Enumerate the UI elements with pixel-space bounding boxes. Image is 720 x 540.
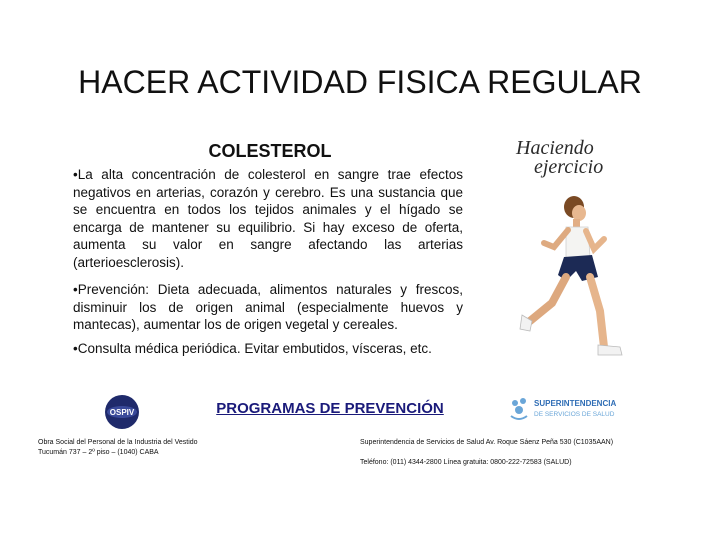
programs-title: PROGRAMAS DE PREVENCIÓN [216, 400, 444, 417]
slide-title: HACER ACTIVIDAD FISICA REGULAR [78, 64, 642, 100]
footer-left-line-2: Tucumán 737 – 2º piso – (1040) CABA [38, 449, 159, 456]
footer-superintendencia-address: Superintendencia de Servicios de Salud Av. Roque Sáenz Peña 530 (C1035AAN) [360, 439, 614, 446]
superintendencia-logo [508, 396, 688, 422]
superintendencia-logo-line-2: DE SERVICIOS DE SALUD [534, 411, 615, 418]
paragraph-cholesterol: •La alta concentración de colesterol en sangre trae efectos negativos en arterias, corazón y cerebro. Es una sustancia que se encuentra en todos los tejidos animales y el hígado se encarga de mantener su equilibrio. Si hay exceso de oferta, aumenta su valor en sangre afectando las arterias (arterioesclerosis). [73, 167, 463, 270]
section-title: COLESTEROL [208, 141, 332, 161]
illustration-caption [516, 139, 636, 177]
superintendencia-logo-line-1: SUPERINTENDENCIA [534, 399, 617, 408]
paragraph-medical-checkup: •Consulta médica periódica. Evitar embutidos, vísceras, etc. [73, 341, 432, 356]
ospiv-logo-text: OSPIV [109, 408, 135, 417]
footer-superintendencia-phone: Teléfono: (011) 4344-2800 Línea gratuita: 0800-222-72583 (SALUD) [360, 459, 572, 466]
caption-line-1: Haciendo [516, 137, 594, 159]
caption-line-2: ejercicio [534, 156, 604, 178]
footer-left-line-1: Obra Social del Personal de la Industria del Vestido [38, 439, 198, 446]
paragraph-prevention: •Prevención: Dieta adecuada, alimentos naturales y frescos, disminuir los de origen animal (especialmente huevos y mantecas), aumentar los de origen vegetal y cereales. [73, 282, 463, 332]
footer-ospiv-address [38, 438, 298, 458]
ospiv-logo [104, 394, 140, 430]
